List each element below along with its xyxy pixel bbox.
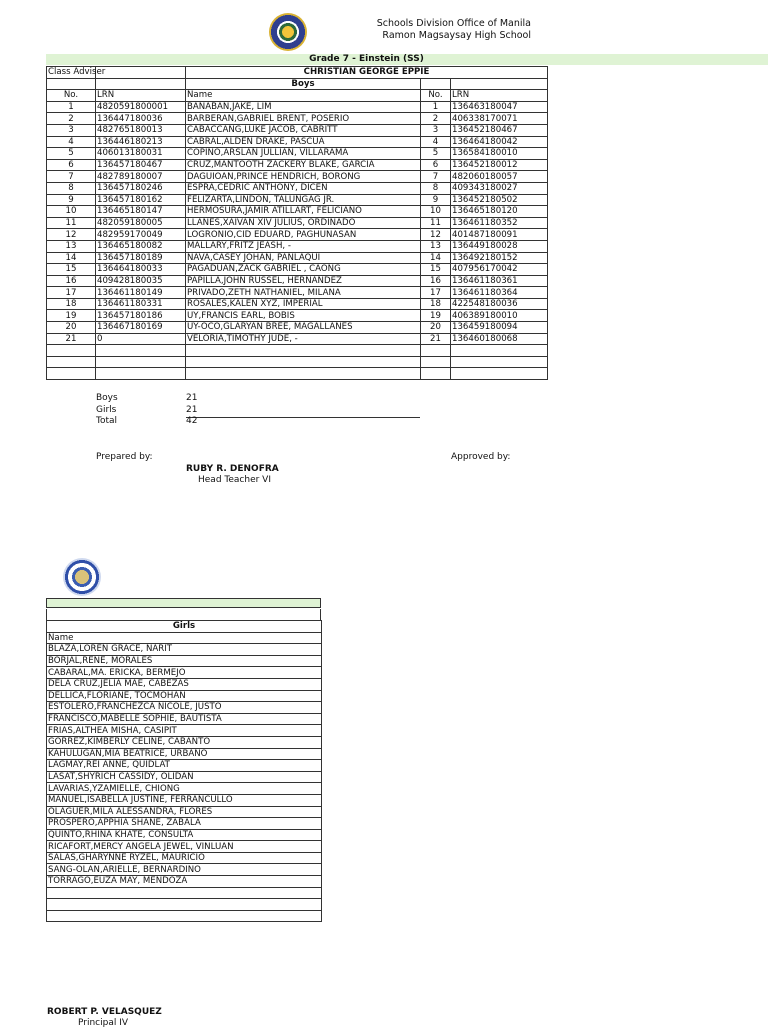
student-name-cell: ESTOLERO,FRANCHEZCA NICOLE, JUSTO: [47, 702, 322, 714]
student-name-cell: DELA CRUZ,JELIA MAE, CABEZAS: [47, 678, 322, 690]
lrn-cell-2: 136464180042: [451, 136, 548, 148]
lrn-cell-2: 406389180010: [451, 310, 548, 322]
table-row: [47, 852, 322, 864]
row-number-2: 16: [421, 275, 451, 287]
lrn-cell-2: 136492180152: [451, 252, 548, 264]
principal-name: ROBERT P. VELASQUEZ: [47, 1007, 162, 1017]
lrn-cell-2: 136459180094: [451, 322, 548, 334]
table-row: [47, 264, 548, 276]
section-title: Grade 7 - Einstein (SS): [309, 54, 424, 64]
student-name-cell: LLANES,XAIVAN XIV JULIUS, ORDINADO: [186, 217, 421, 229]
student-name-cell: DELLICA,FLORIANE, TOCMOHAN: [47, 690, 322, 702]
row-number-2: 11: [421, 217, 451, 229]
lrn-cell: 136457180162: [96, 194, 186, 206]
row-number-2: 10: [421, 206, 451, 218]
table-row: [47, 771, 322, 783]
column-header-no-2: No.: [421, 90, 451, 102]
student-name-cell: LOGRONIO,CID EDUARD, PAGHUNASAN: [186, 229, 421, 241]
row-number-2: 5: [421, 148, 451, 160]
student-name-cell: SALAS,GHARYNNE RYZEL, MAURICIO: [47, 852, 322, 864]
head-teacher-title: Head Teacher VI: [198, 475, 271, 485]
empty-row: [47, 345, 548, 357]
row-number: 14: [47, 252, 96, 264]
row-number-2: 20: [421, 322, 451, 334]
table-row: [47, 287, 548, 299]
lrn-cell: 406013180031: [96, 148, 186, 160]
lrn-cell-2: 136465180120: [451, 206, 548, 218]
approved-by-label: Approved by:: [451, 452, 511, 462]
row-number-2: 3: [421, 124, 451, 136]
division-office-title: Schools Division Office of Manila: [376, 18, 531, 29]
table-row: [47, 206, 548, 218]
table-row: [47, 322, 548, 334]
student-name-cell: DAGUIOAN,PRINCE HENDRICH, BORONG: [186, 171, 421, 183]
girls-spacer-row: [46, 609, 321, 620]
summary-total-label: Total: [96, 416, 118, 426]
lrn-cell-2: 136452180502: [451, 194, 548, 206]
row-number-2: 12: [421, 229, 451, 241]
row-number-2: 13: [421, 240, 451, 252]
lrn-cell: 136446180213: [96, 136, 186, 148]
row-number: 17: [47, 287, 96, 299]
table-row: [47, 217, 548, 229]
table-row: [47, 841, 322, 853]
row-number: 13: [47, 240, 96, 252]
table-row: [47, 275, 548, 287]
student-name-cell: CABRAL,ALDEN DRAKE, PASCUA: [186, 136, 421, 148]
table-row: [47, 794, 322, 806]
lrn-cell: 136467180169: [96, 322, 186, 334]
table-row: [47, 113, 548, 125]
row-number-2: 18: [421, 298, 451, 310]
row-number: 21: [47, 333, 96, 345]
boys-table-title: Boys: [186, 78, 421, 90]
row-number: 8: [47, 182, 96, 194]
school-name: Ramon Magsaysay High School: [382, 30, 531, 41]
table-row: [47, 783, 322, 795]
student-name-cell: CRUZ,MANTOOTH ZACKERY BLAKE, GARCIA: [186, 159, 421, 171]
girls-table: [46, 620, 322, 922]
table-row: [47, 678, 322, 690]
girls-table-title: Girls: [47, 621, 322, 633]
table-row: [47, 148, 548, 160]
lrn-cell: 0: [96, 333, 186, 345]
class-adviser-label: Class Adviser: [48, 67, 106, 78]
lrn-cell: 136457180189: [96, 252, 186, 264]
lrn-cell-2: 136452180467: [451, 124, 548, 136]
row-number: 9: [47, 194, 96, 206]
table-row: [47, 136, 548, 148]
table-row: [47, 655, 322, 667]
student-name-cell: HERMOSURA,JAMIR ATILLART, FELICIANO: [186, 206, 421, 218]
summary-total-value: 42: [186, 416, 198, 426]
column-header-lrn: LRN: [96, 90, 186, 102]
student-name-cell: LAGMAY,REI ANNE, QUIDLAT: [47, 760, 322, 772]
row-number-2: 6: [421, 159, 451, 171]
lrn-cell-2: 136461180352: [451, 217, 548, 229]
girls-section-band: [46, 598, 321, 608]
row-number-2: 19: [421, 310, 451, 322]
row-number: 2: [47, 113, 96, 125]
school-division-seal: [269, 13, 307, 51]
table-row: [47, 229, 548, 241]
lrn-cell: 136461180149: [96, 287, 186, 299]
student-name-cell: UY,FRANCIS EARL, BOBIS: [186, 310, 421, 322]
prepared-by-label: Prepared by:: [96, 452, 153, 462]
student-name-cell: GORREZ,KIMBERLY CELINE, CABANTO: [47, 736, 322, 748]
empty-row: [47, 356, 548, 368]
row-number: 19: [47, 310, 96, 322]
table-row: [47, 829, 322, 841]
lrn-cell: 136464180033: [96, 264, 186, 276]
student-name-cell: RICAFORT,MERCY ANGELA JEWEL, VINLUAN: [47, 841, 322, 853]
student-name-cell: FRANCISCO,MABELLE SOPHIE, BAUTISTA: [47, 713, 322, 725]
lrn-cell-2: 136463180047: [451, 101, 548, 113]
row-number-2: 4: [421, 136, 451, 148]
student-name-cell: PRIVADO,ZETH NATHANIEL, MILANA: [186, 287, 421, 299]
table-row: [47, 310, 548, 322]
student-name-cell: FELIZARTA,LINDON, TALUNGAG JR.: [186, 194, 421, 206]
lrn-cell-2: 136452180012: [451, 159, 548, 171]
lrn-cell-2: 136584180010: [451, 148, 548, 160]
row-number-2: 8: [421, 182, 451, 194]
student-name-cell: FRIAS,ALTHEA MISHA, CASIPIT: [47, 725, 322, 737]
adviser-row: [47, 67, 548, 79]
table-row: [47, 864, 322, 876]
student-name-cell: BANABAN,JAKE, LIM: [186, 101, 421, 113]
school-seal: [63, 558, 101, 596]
boys-header-row: [47, 90, 548, 102]
lrn-cell-2: 482060180057: [451, 171, 548, 183]
student-name-cell: LASAT,SHYRICH CASSIDY, OLIDAN: [47, 771, 322, 783]
student-name-cell: BARBERAN,GABRIEL BRENT, POSERIO: [186, 113, 421, 125]
table-row: [47, 333, 548, 345]
lrn-cell-2: 136461180361: [451, 275, 548, 287]
row-number-2: 9: [421, 194, 451, 206]
row-number-2: 14: [421, 252, 451, 264]
lrn-cell: 136457180186: [96, 310, 186, 322]
table-row: [47, 876, 322, 888]
row-number: 11: [47, 217, 96, 229]
lrn-cell-2: 136461180364: [451, 287, 548, 299]
student-name-cell: OLAGUER,MILA ALESSANDRA, FLORES: [47, 806, 322, 818]
lrn-cell-2: 407956170042: [451, 264, 548, 276]
row-number-2: 2: [421, 113, 451, 125]
lrn-cell-2: 136449180028: [451, 240, 548, 252]
student-name-cell: SANG-OLAN,ARIELLE, BERNARDINO: [47, 864, 322, 876]
lrn-cell: 409428180035: [96, 275, 186, 287]
table-row: [47, 240, 548, 252]
lrn-cell: 136457180246: [96, 182, 186, 194]
row-number-2: 17: [421, 287, 451, 299]
lrn-cell: 4820591800001: [96, 101, 186, 113]
student-name-cell: COPINO,ARSLAN JULLIAN, VILLARAMA: [186, 148, 421, 160]
student-name-cell: PROSPERO,APPHIA SHANE, ZABALA: [47, 818, 322, 830]
student-name-cell: CABARAL,MA. ERICKA, BERMEJO: [47, 667, 322, 679]
student-name-cell: PAPILLA,JOHN RUSSEL, HERNANDEZ: [186, 275, 421, 287]
table-row: [47, 194, 548, 206]
table-row: [47, 736, 322, 748]
lrn-cell: 136457180467: [96, 159, 186, 171]
lrn-cell: 482959170049: [96, 229, 186, 241]
student-name-cell: VELORIA,TIMOTHY JUDE, -: [186, 333, 421, 345]
row-number: 5: [47, 148, 96, 160]
summary-boys-label: Boys: [96, 393, 118, 403]
lrn-cell: 136447180036: [96, 113, 186, 125]
row-number-2: 21: [421, 333, 451, 345]
student-name-cell: NAVA,CASEY JOHAN, PANLAQUI: [186, 252, 421, 264]
lrn-cell-2: 409343180027: [451, 182, 548, 194]
table-row: [47, 171, 548, 183]
empty-row: [47, 910, 322, 922]
empty-row: [47, 368, 548, 380]
table-row: [47, 748, 322, 760]
table-row: [47, 818, 322, 830]
summary-girls-label: Girls: [96, 405, 117, 415]
lrn-cell: 482059180005: [96, 217, 186, 229]
head-teacher-name: RUBY R. DENOFRA: [186, 464, 279, 474]
table-row: [47, 644, 322, 656]
student-name-cell: LAVARIAS,YZAMIELLE, CHIONG: [47, 783, 322, 795]
row-number: 3: [47, 124, 96, 136]
table-row: [47, 667, 322, 679]
summary-boys-value: 21: [186, 393, 198, 403]
girls-header-row: [47, 632, 322, 644]
student-name-cell: KAHULUGAN,MIA BEATRICE, URBANO: [47, 748, 322, 760]
student-name-cell: MALLARY,FRITZ JEASH, -: [186, 240, 421, 252]
student-name-cell: ESPRA,CEDRIC ANTHONY, DICEN: [186, 182, 421, 194]
summary-divider: [186, 417, 420, 418]
boys-table: [46, 66, 548, 380]
lrn-cell: 482789180007: [96, 171, 186, 183]
summary-girls-value: 21: [186, 405, 198, 415]
row-number: 7: [47, 171, 96, 183]
student-name-cell: BLAZA,LOREN GRACE, NARIT: [47, 644, 322, 656]
lrn-cell: 482765180013: [96, 124, 186, 136]
student-name-cell: QUINTO,RHINA KHATE, CONSULTA: [47, 829, 322, 841]
student-name-cell: ROSALES,KALEN XYZ, IMPERIAL: [186, 298, 421, 310]
student-name-cell: UY-OCO,GLARYAN BREE, MAGALLANES: [186, 322, 421, 334]
row-number: 20: [47, 322, 96, 334]
table-row: [47, 806, 322, 818]
lrn-cell: 136461180331: [96, 298, 186, 310]
lrn-cell: 136465180082: [96, 240, 186, 252]
empty-row: [47, 887, 322, 899]
empty-row: [47, 899, 322, 911]
table-row: [47, 702, 322, 714]
table-row: [47, 298, 548, 310]
table-row: [47, 690, 322, 702]
row-number: 4: [47, 136, 96, 148]
student-name-cell: PAGADUAN,ZACK GABRIEL , CAONG: [186, 264, 421, 276]
lrn-cell-2: 422548180036: [451, 298, 548, 310]
row-number: 12: [47, 229, 96, 241]
student-name-cell: TORRAGO,EUZA MAY, MENDOZA: [47, 876, 322, 888]
table-row: [47, 713, 322, 725]
lrn-cell-2: 136460180068: [451, 333, 548, 345]
student-name-cell: BORJAL,RENE, MORALES: [47, 655, 322, 667]
table-row: [47, 124, 548, 136]
row-number-2: 7: [421, 171, 451, 183]
class-adviser-name: CHRISTIAN GEORGE EPPIE: [186, 67, 548, 79]
table-row: [47, 159, 548, 171]
column-header-name: Name: [186, 90, 421, 102]
lrn-cell: 136465180147: [96, 206, 186, 218]
table-row: [47, 725, 322, 737]
row-number-2: 1: [421, 101, 451, 113]
lrn-cell-2: 401487180091: [451, 229, 548, 241]
column-header-lrn-2: LRN: [451, 90, 548, 102]
table-row: [47, 101, 548, 113]
lrn-cell-2: 406338170071: [451, 113, 548, 125]
table-row: [47, 252, 548, 264]
principal-title: Principal IV: [78, 1018, 129, 1028]
row-number: 10: [47, 206, 96, 218]
row-number: 16: [47, 275, 96, 287]
girls-column-header-name: Name: [47, 632, 322, 644]
row-number-2: 15: [421, 264, 451, 276]
table-row: [47, 760, 322, 772]
boys-title-row: [47, 78, 548, 90]
row-number: 18: [47, 298, 96, 310]
girls-title-row: [47, 621, 322, 633]
row-number: 1: [47, 101, 96, 113]
row-number: 6: [47, 159, 96, 171]
column-header-no: No.: [47, 90, 96, 102]
row-number: 15: [47, 264, 96, 276]
student-name-cell: MANUEL,ISABELLA JUSTINE, FERRANCULLO: [47, 794, 322, 806]
student-name-cell: CABACCANG,LUKE JACOB, CABRITT: [186, 124, 421, 136]
table-row: [47, 182, 548, 194]
